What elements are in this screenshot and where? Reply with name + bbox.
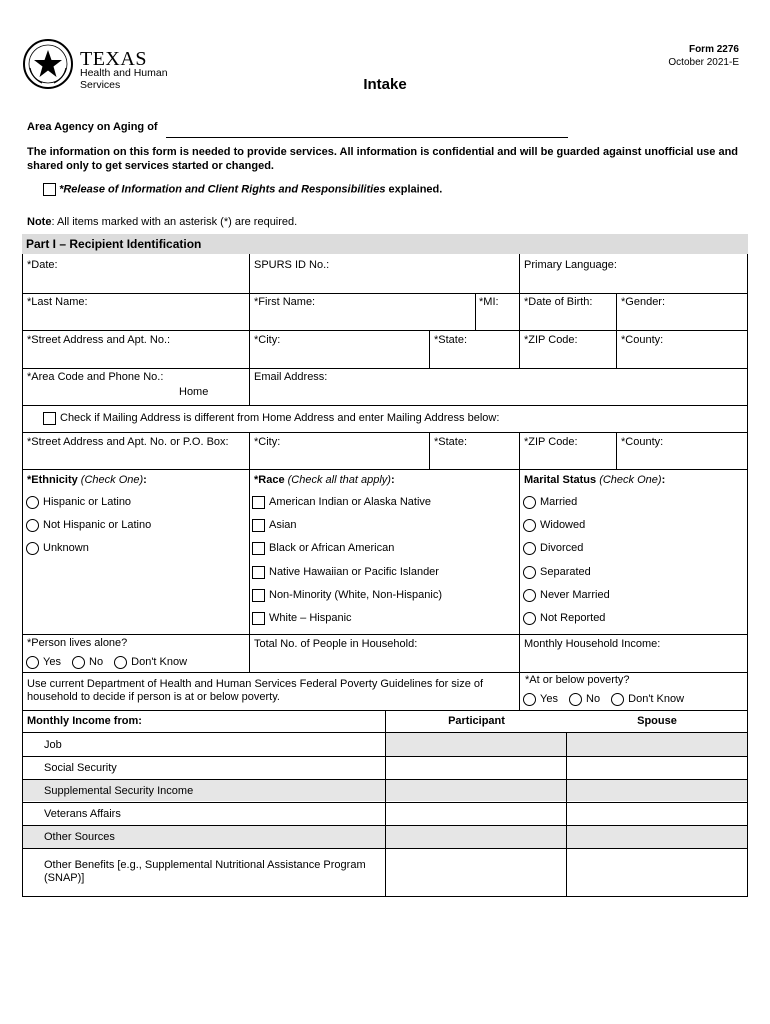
marital-label: Marital Status	[524, 474, 597, 486]
radio-icon[interactable]	[523, 542, 536, 555]
race-option-label: American Indian or Alaska Native	[269, 496, 432, 508]
col-divider	[249, 368, 250, 405]
row-divider	[22, 896, 748, 897]
mail-state-field[interactable]: *State:	[434, 436, 468, 448]
zip-field[interactable]: *ZIP Code:	[524, 334, 578, 346]
marital-option-label: Widowed	[540, 519, 586, 531]
row-divider	[22, 405, 748, 406]
note-row	[27, 216, 297, 228]
street-field[interactable]: *Street Address and Apt. No.:	[27, 334, 171, 346]
lives-alone-dk: Don't Know	[131, 656, 188, 668]
col-divider	[249, 293, 250, 330]
release-label: *Release of Information and Client Rights and Responsibilities	[59, 183, 386, 196]
radio-icon[interactable]	[114, 656, 127, 669]
race-option[interactable]	[252, 588, 442, 602]
row-divider	[22, 848, 748, 849]
lives-alone-label: *Person lives alone?	[27, 637, 128, 649]
col-divider	[249, 469, 250, 634]
ethnicity-option-label: Not Hispanic or Latino	[43, 519, 152, 531]
ethnicity-option-label: Unknown	[43, 542, 89, 554]
mail-street-field[interactable]: *Street Address and Apt. No. or P.O. Box:	[27, 436, 229, 448]
note-text: : All items marked with an asterisk (*) are required.	[51, 216, 298, 228]
poverty-options	[523, 692, 684, 706]
ethnicity-option-label: Hispanic or Latino	[43, 496, 132, 508]
mail-zip-field[interactable]: *ZIP Code:	[524, 436, 578, 448]
col-divider	[519, 432, 520, 469]
race-option[interactable]	[252, 495, 431, 509]
aaa-label: Area Agency on Aging of	[27, 121, 158, 133]
col-divider	[566, 733, 567, 897]
checkbox-icon[interactable]	[252, 496, 265, 509]
ethnicity-colon: :	[143, 474, 147, 486]
gender-field[interactable]: *Gender:	[621, 296, 666, 308]
marital-option-label: Married	[540, 496, 578, 508]
radio-icon[interactable]	[523, 589, 536, 602]
income-row-label: Job	[44, 739, 62, 751]
county-field[interactable]: *County:	[621, 334, 664, 346]
marital-option-label: Divorced	[540, 542, 584, 554]
checkbox-icon[interactable]	[252, 519, 265, 532]
aaa-input-line[interactable]	[166, 137, 568, 138]
logo-texas: TEXAS	[80, 48, 147, 70]
release-suffix: explained.	[385, 183, 443, 196]
marital-option[interactable]	[523, 518, 585, 532]
radio-icon[interactable]	[523, 566, 536, 579]
phone-home-label: Home	[179, 386, 209, 398]
income-row-label: Other Sources	[44, 831, 115, 843]
race-option[interactable]	[252, 565, 439, 579]
logo-line3: Services	[80, 79, 121, 91]
race-option-label: Asian	[269, 519, 297, 531]
marital-option[interactable]	[523, 495, 577, 509]
col-divider	[519, 672, 520, 710]
row-divider	[22, 672, 748, 673]
poverty-instructions: Use current Department of Health and Human Services Federal Poverty Guidelines for size of household to decide if person is at or below poverty.	[27, 678, 484, 703]
income-header: Monthly Income from:	[27, 715, 142, 727]
marital-colon: :	[661, 474, 666, 486]
marital-option[interactable]	[523, 588, 610, 602]
participant-header: Participant	[448, 715, 505, 727]
lives-alone-options	[26, 655, 187, 669]
checkbox-icon[interactable]	[252, 589, 265, 602]
state-field[interactable]: *State:	[434, 334, 468, 346]
city-field[interactable]: *City:	[254, 334, 281, 346]
radio-icon[interactable]	[569, 693, 582, 706]
col-divider	[249, 330, 250, 368]
release-checkbox[interactable]	[43, 183, 56, 196]
form-number: Form 2276	[688, 44, 739, 55]
col-divider	[429, 330, 430, 368]
spurs-field[interactable]: SPURS ID No.:	[254, 259, 330, 271]
income-row-label: Other Benefits [e.g., Supplemental Nutritional Assistance Program (SNAP)]	[44, 859, 366, 884]
col-divider	[249, 432, 250, 469]
ethnicity-heading	[27, 474, 147, 487]
phone-field[interactable]: *Area Code and Phone No.:	[27, 371, 164, 383]
poverty-no: No	[586, 693, 601, 705]
poverty-label: *At or below poverty?	[525, 674, 630, 686]
race-heading	[254, 474, 395, 487]
page-title: Intake	[363, 76, 407, 93]
row-divider	[22, 469, 748, 470]
poverty-dk: Don't Know	[628, 693, 685, 705]
household-income-field[interactable]: Monthly Household Income:	[524, 638, 661, 650]
income-row-label: Social Security	[44, 762, 117, 774]
radio-icon[interactable]	[523, 496, 536, 509]
marital-option-label: Never Married	[540, 589, 610, 601]
intro-statement: The information on this form is needed to provide services. All information is confidential and will be guarded against unofficial use and shared only to get services started or changed.	[27, 146, 739, 172]
col-divider	[519, 634, 520, 672]
row-divider	[22, 779, 748, 780]
ethnicity-option[interactable]	[26, 495, 131, 509]
col-divider	[616, 330, 617, 368]
row-divider	[22, 802, 748, 803]
radio-icon[interactable]	[26, 519, 39, 532]
race-option-label: Native Hawaiian or Pacific Islander	[269, 566, 439, 578]
checkbox-icon[interactable]	[252, 566, 265, 579]
race-option[interactable]	[252, 611, 352, 625]
marital-option-label: Not Reported	[540, 612, 606, 624]
row-divider	[22, 634, 748, 635]
race-option[interactable]	[252, 541, 394, 555]
poverty-yes: Yes	[540, 693, 558, 705]
row-divider	[22, 825, 748, 826]
dob-field[interactable]: *Date of Birth:	[524, 296, 593, 308]
col-divider	[519, 469, 520, 634]
radio-icon[interactable]	[26, 656, 39, 669]
release-row	[43, 183, 442, 196]
lives-alone-yes: Yes	[43, 656, 61, 668]
radio-icon[interactable]	[611, 693, 624, 706]
col-divider	[519, 330, 520, 368]
lives-alone-no: No	[89, 656, 104, 668]
household-total-field[interactable]: Total No. of People in Household:	[254, 638, 418, 650]
race-option-label: Black or African American	[269, 542, 395, 554]
marital-option[interactable]	[523, 565, 591, 579]
row-divider	[22, 368, 748, 369]
marital-option-label: Separated	[540, 566, 591, 578]
radio-icon[interactable]	[26, 542, 39, 555]
mailing-checkbox[interactable]	[43, 412, 56, 425]
marital-heading	[524, 474, 665, 487]
row-divider	[22, 330, 748, 331]
mail-city-field[interactable]: *City:	[254, 436, 281, 448]
income-row-label: Veterans Affairs	[44, 808, 121, 820]
mi-field[interactable]: *MI:	[479, 296, 499, 308]
checkbox-icon[interactable]	[252, 542, 265, 555]
radio-icon[interactable]	[72, 656, 85, 669]
form-date: October 2021-E	[668, 57, 739, 68]
radio-icon[interactable]	[523, 612, 536, 625]
col-divider	[616, 432, 617, 469]
date-field[interactable]: *Date:	[27, 259, 58, 271]
part1-header: Part I – Recipient Identification	[22, 234, 748, 254]
marital-hint: (Check One)	[596, 474, 662, 486]
note-bold: Note	[27, 216, 52, 228]
mail-county-field[interactable]: *County:	[621, 436, 664, 448]
checkbox-icon[interactable]	[252, 612, 265, 625]
col-divider	[475, 293, 476, 330]
col-divider	[519, 254, 520, 293]
radio-icon[interactable]	[523, 519, 536, 532]
frame-right	[747, 254, 748, 897]
mailing-check-label: Check if Mailing Address is different from Home Address and enter Mailing Address below:	[60, 412, 500, 424]
col-divider	[519, 293, 520, 330]
ethnicity-hint: (Check One)	[77, 474, 144, 486]
col-divider	[616, 293, 617, 330]
email-field[interactable]: Email Address:	[254, 371, 328, 383]
ethnicity-option[interactable]	[26, 518, 151, 532]
col-divider	[249, 254, 250, 293]
col-divider	[429, 432, 430, 469]
ethnicity-label: *Ethnicity	[27, 474, 78, 486]
row-divider	[22, 293, 748, 294]
race-option-label: Non-Minority (White, Non-Hispanic)	[269, 589, 442, 601]
first-name-field[interactable]: *First Name:	[254, 296, 316, 308]
race-label: *Race	[254, 474, 285, 486]
radio-icon[interactable]	[26, 496, 39, 509]
col-divider	[385, 710, 386, 897]
row-divider	[22, 432, 748, 433]
last-name-field[interactable]: *Last Name:	[27, 296, 88, 308]
race-option[interactable]	[252, 518, 297, 532]
spouse-header: Spouse	[637, 715, 677, 727]
ethnicity-option[interactable]	[26, 541, 89, 555]
race-hint: (Check all that apply)	[284, 474, 391, 486]
marital-option[interactable]	[523, 541, 583, 555]
income-row-label: Supplemental Security Income	[44, 785, 194, 797]
row-divider	[22, 756, 748, 757]
radio-icon[interactable]	[523, 693, 536, 706]
col-divider	[249, 634, 250, 672]
logo-line2: Health and Human	[80, 67, 168, 79]
language-field[interactable]: Primary Language:	[524, 259, 617, 271]
mailing-check-row	[43, 411, 499, 425]
race-colon: :	[390, 474, 395, 486]
race-option-label: White – Hispanic	[269, 612, 352, 624]
marital-option[interactable]	[523, 611, 605, 625]
